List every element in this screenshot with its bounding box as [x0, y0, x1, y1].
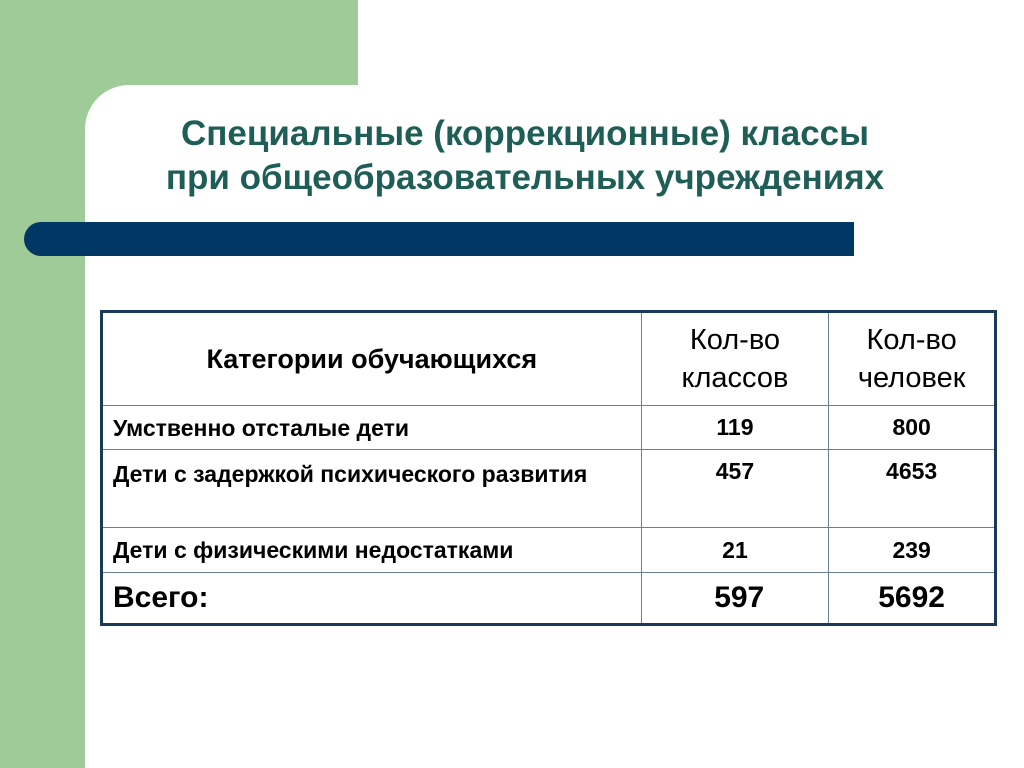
header-classes-line-2: классов [681, 362, 789, 394]
slide-title [85, 112, 965, 200]
total-label: Всего: [102, 573, 642, 625]
table-row [102, 450, 996, 528]
row-category: Дети с задержкой психического развития [102, 450, 642, 528]
table-row [102, 406, 996, 450]
slide-title-line-2: при общеобразовательных учреждениях [165, 158, 885, 197]
header-people-line-2: человек [857, 362, 966, 394]
row-category: Умственно отсталые дети [102, 406, 642, 450]
row-people: 800 [829, 406, 996, 450]
row-classes: 457 [641, 450, 829, 528]
slide-title-line-1: Специальные (коррекционные) классы [180, 114, 870, 153]
total-people: 5692 [829, 573, 996, 625]
row-classes: 119 [641, 406, 829, 450]
table-header-row [102, 312, 996, 406]
table-row [102, 528, 996, 573]
table-total-row [102, 573, 996, 625]
header-classes-line-1: Кол-во [689, 324, 781, 356]
total-classes: 597 [641, 573, 829, 625]
row-category: Дети с физическими недостатками [102, 528, 642, 573]
row-people: 4653 [829, 450, 996, 528]
header-people [829, 312, 996, 406]
data-table [100, 310, 997, 626]
accent-bar [24, 222, 854, 256]
header-classes [641, 312, 829, 406]
header-people-line-1: Кол-во [866, 324, 957, 356]
header-category: Категории обучающихся [102, 312, 642, 406]
row-people: 239 [829, 528, 996, 573]
row-classes: 21 [641, 528, 829, 573]
